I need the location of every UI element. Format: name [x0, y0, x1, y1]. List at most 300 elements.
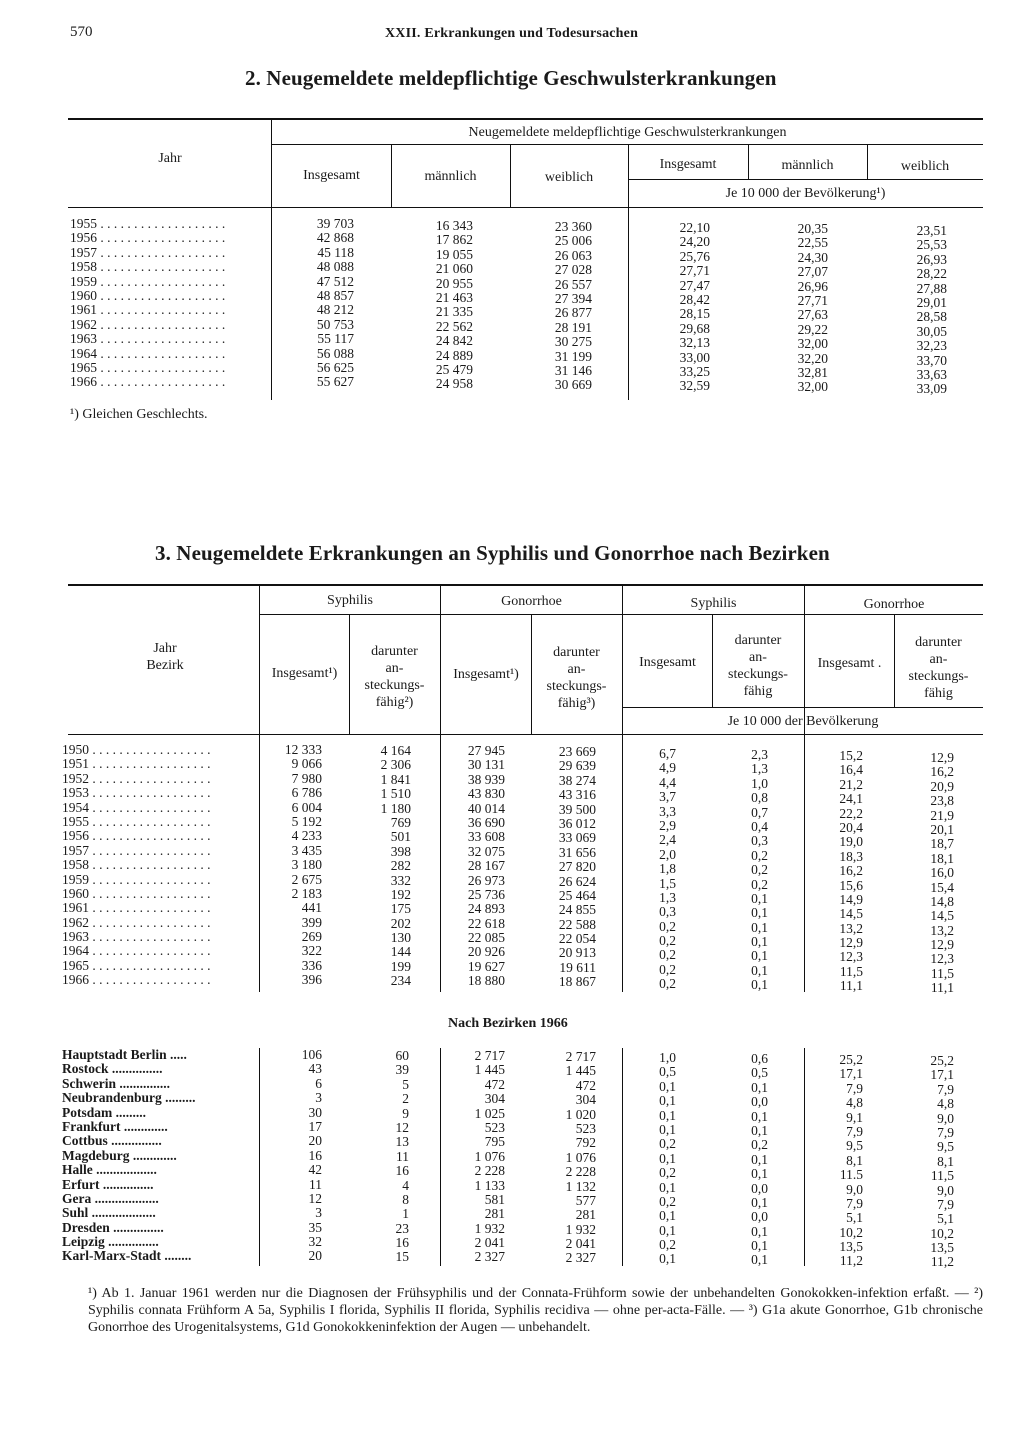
table-cell: 2 306 [380, 757, 411, 773]
table-cell: 28 167 [467, 858, 505, 874]
table-cell: 0,1 [751, 948, 768, 964]
table-cell: 14,5 [839, 906, 863, 922]
table-cell: 42 868 [316, 230, 354, 246]
table-cell: 4 233 [291, 828, 322, 844]
table-cell: 50 753 [316, 316, 354, 332]
table-cell: 0,0 [751, 1094, 768, 1110]
table-cell: 32,00 [797, 336, 828, 352]
table2-col-je-insgesamt: Insgesamt [659, 157, 717, 172]
table2-group-header: Neugemeldete meldepflichtige Geschwulsterkrankungen [468, 125, 787, 140]
table-cell: 0,1 [659, 1179, 676, 1195]
table3-bezirke [62, 1048, 196, 1264]
table-cell: 18 880 [467, 973, 505, 989]
bezirk-label: Erfurt ............... [62, 1176, 154, 1192]
table3-col-je-syph-anst: darunter an- steckungs- fähig [728, 633, 788, 699]
table-cell: 11,2 [930, 1254, 954, 1270]
table-cell: 2,3 [751, 747, 768, 762]
table3-years [62, 743, 211, 988]
table-cell: 199 [390, 958, 411, 974]
table-cell: 12 [308, 1190, 322, 1206]
table2-sub-header: Je 10 000 der Bevölkerung¹) [725, 186, 886, 201]
table-cell: 399 [301, 914, 322, 930]
table-cell: 20,35 [797, 221, 828, 236]
table3-col-gon-insgesamt: Insgesamt¹) [453, 667, 519, 682]
table-cell: 38 274 [558, 772, 596, 788]
table3-gon-anst [531, 745, 596, 990]
table-cell: 4,9 [659, 760, 676, 776]
table-cell: 1 025 [474, 1105, 505, 1121]
table-cell: 32,23 [916, 338, 947, 354]
table-cell: 3 435 [291, 842, 322, 858]
table3-sub-header: Je 10 000 der Bevölkerung [727, 714, 879, 729]
table3-bz-gon-ins [441, 1049, 505, 1265]
table-cell: 11,5 [839, 963, 863, 979]
table-cell: 1 076 [474, 1148, 505, 1164]
table-cell: 1,3 [659, 889, 676, 905]
table-cell: 4,8 [937, 1096, 954, 1112]
table-cell: 33,25 [679, 363, 710, 379]
table-cell: 15,4 [930, 879, 954, 895]
year-label: 1966 . . . . . . . . . . . . . . . . . . [62, 972, 211, 988]
table-cell: 47 512 [316, 273, 354, 289]
table-cell: 6,7 [659, 746, 676, 761]
table-cell: 16 [308, 1147, 322, 1163]
table-cell: 9 066 [291, 756, 322, 772]
table-cell: 5 [402, 1076, 409, 1092]
year-label: 1952 . . . . . . . . . . . . . . . . . . [62, 770, 211, 786]
table-cell: 7,9 [846, 1123, 863, 1139]
table-cell: 21 060 [435, 261, 473, 277]
table-cell: 27,07 [797, 264, 828, 280]
table-cell: 0,2 [659, 1136, 676, 1152]
table-cell: 19 611 [559, 959, 596, 975]
table-cell: 60 [395, 1048, 409, 1063]
year-label: 1964 . . . . . . . . . . . . . . . . . . . [70, 345, 226, 361]
table-cell: 39 500 [558, 801, 596, 817]
table-cell: 17,1 [839, 1066, 863, 1082]
table-cell: 441 [301, 900, 322, 916]
table-cell: 336 [301, 957, 322, 973]
table-cell: 20,1 [930, 821, 954, 837]
table-cell: 4 [402, 1177, 409, 1193]
table-cell: 2 717 [565, 1049, 596, 1064]
table2-col-maennlich: männlich [424, 169, 477, 184]
table-cell: 106 [301, 1047, 322, 1062]
table-cell: 11 [396, 1148, 409, 1164]
table2-title: 2. Neugemeldete meldepflichtige Geschwulsterkrankungen [245, 66, 777, 90]
table-cell: 501 [390, 829, 411, 845]
table-cell: 7,9 [937, 1124, 954, 1140]
table3-syphilis-header: Syphilis [327, 593, 373, 608]
year-label: 1956 . . . . . . . . . . . . . . . . . . [62, 828, 211, 844]
table-cell: 0,2 [659, 976, 676, 992]
year-label: 1963 . . . . . . . . . . . . . . . . . . [62, 929, 211, 945]
table-cell: 202 [390, 915, 411, 931]
bezirk-label: Magdeburg ............. [62, 1147, 177, 1163]
table-cell: 36 690 [467, 814, 505, 830]
bezirk-label: Dresden ............... [62, 1219, 164, 1235]
table-cell: 2 183 [291, 885, 322, 901]
table-cell: 0,1 [751, 890, 768, 906]
table-cell: 45 118 [317, 244, 354, 260]
table-cell: 0,1 [751, 919, 768, 935]
bezirk-label: Potsdam ......... [62, 1104, 146, 1120]
table-cell: 11,2 [839, 1253, 863, 1269]
table3-bz-gon-anst [531, 1050, 596, 1266]
table-cell: 1 132 [565, 1178, 596, 1194]
year-label: 1959 . . . . . . . . . . . . . . . . . . . [70, 273, 226, 289]
bezirk-label: Karl-Marx-Stadt ........ [62, 1248, 192, 1264]
table-cell: 0,0 [751, 1180, 768, 1196]
year-label: 1960 . . . . . . . . . . . . . . . . . . [62, 885, 211, 901]
table-cell: 0,2 [659, 947, 676, 963]
table-cell: 25 464 [558, 887, 596, 903]
table-cell: 27,71 [797, 292, 828, 308]
table-cell: 23 669 [558, 744, 596, 759]
table-cell: 2 327 [474, 1249, 505, 1265]
year-label: 1961 . . . . . . . . . . . . . . . . . . [62, 900, 211, 916]
table-cell: 21 463 [435, 289, 473, 305]
table-cell: 7,9 [937, 1196, 954, 1212]
table-cell: 32,81 [797, 364, 828, 380]
table-cell: 3 [315, 1205, 322, 1221]
table-cell: 9 [402, 1105, 409, 1121]
table-cell: 144 [390, 944, 411, 960]
table-cell: 32,20 [797, 350, 828, 366]
table-cell: 0,2 [659, 933, 676, 949]
table-cell: 0,2 [659, 1237, 676, 1253]
table-cell: 55 627 [316, 374, 354, 390]
table-cell: 29,68 [679, 320, 710, 336]
table-cell: 1 020 [565, 1106, 596, 1122]
table-cell: 1,0 [659, 1050, 676, 1065]
year-label: 1958 . . . . . . . . . . . . . . . . . . [62, 857, 211, 873]
table-cell: 3,7 [659, 789, 676, 805]
table-cell: 11.5 [839, 1167, 863, 1183]
table-cell: 22 562 [435, 318, 473, 334]
table-cell: 43 830 [467, 786, 505, 802]
table-cell: 6 786 [291, 785, 322, 801]
table-cell: 24 958 [435, 376, 473, 392]
table3-bz-je-gon-ins [805, 1053, 863, 1269]
table-cell: 21 335 [435, 304, 473, 320]
table-cell: 2 041 [474, 1235, 505, 1251]
table-cell: 14,5 [930, 908, 954, 924]
year-label: 1951 . . . . . . . . . . . . . . . . . . [62, 756, 211, 772]
table3-sub-rule [622, 707, 983, 708]
table-cell: 0,0 [751, 1209, 768, 1225]
table3-gonorrhoe-header: Gonorrhoe [501, 594, 562, 609]
table-cell: 7,9 [937, 1081, 954, 1097]
table-cell: 30 669 [554, 377, 592, 393]
year-label: 1962 . . . . . . . . . . . . . . . . . . [62, 914, 211, 930]
table-cell: 27 028 [554, 262, 592, 278]
table-cell: 15 [395, 1249, 409, 1265]
table-cell: 0,1 [659, 1121, 676, 1137]
table-cell: 12,9 [839, 935, 863, 951]
table-cell: 10,2 [930, 1225, 954, 1241]
bezirk-label: Gera ................... [62, 1190, 159, 1206]
table-cell: 0,1 [751, 1151, 768, 1167]
year-label: 1956 . . . . . . . . . . . . . . . . . . . [70, 230, 226, 246]
table-cell: 0,8 [751, 790, 768, 806]
table-cell: 472 [575, 1077, 596, 1093]
table-cell: 0,1 [751, 934, 768, 950]
table-cell: 19,0 [839, 834, 863, 850]
table-cell: 23 [395, 1220, 409, 1236]
table-cell: 26 063 [554, 247, 592, 263]
table-cell: 30,05 [916, 323, 947, 339]
table-cell: 40 014 [467, 800, 505, 816]
table3-title: 3. Neugemeldete Erkrankungen an Syphilis und Gonorrhoe nach Bezirken [155, 541, 830, 565]
table-cell: 1,5 [659, 875, 676, 891]
table-cell: 9,0 [937, 1182, 954, 1198]
table-cell: 32,59 [679, 378, 710, 394]
table-cell: 24,30 [797, 249, 828, 265]
table-cell: 175 [390, 901, 411, 917]
table-cell: 25,2 [839, 1052, 863, 1067]
table-cell: 0,5 [659, 1064, 676, 1080]
table-cell: 4,8 [846, 1095, 863, 1111]
table-cell: 33,00 [679, 349, 710, 365]
table-cell: 2,0 [659, 846, 676, 862]
table-cell: 21,9 [930, 807, 954, 823]
table-cell: 25 479 [435, 361, 473, 377]
table3-je-gon-anst [894, 751, 954, 996]
bezirk-label: Frankfurt ............. [62, 1118, 168, 1134]
table-cell: 12 333 [284, 742, 322, 757]
table-cell: 29,01 [916, 294, 947, 310]
table-cell: 33 069 [558, 830, 596, 846]
table-cell: 1 841 [380, 771, 411, 787]
table-cell: 2 675 [291, 871, 322, 887]
table-cell: 25,76 [679, 248, 710, 264]
table-cell: 0,1 [751, 1122, 768, 1138]
table3-col-je-gon-anst: darunter an- steckungs- fähig [908, 635, 969, 701]
table2-values-je-maennlich [748, 222, 828, 395]
table-cell: 28,42 [679, 291, 710, 307]
table-cell: 1 180 [380, 800, 411, 816]
table3-bz-syph-anst [349, 1049, 409, 1265]
table-cell: 12,3 [839, 949, 863, 965]
bezirk-label: Cottbus ............... [62, 1133, 162, 1149]
table3-je-syph-anst [712, 748, 768, 993]
table-cell: 26 973 [467, 872, 505, 888]
table2-sub-rule [628, 179, 983, 180]
table-cell: 0,5 [751, 1065, 768, 1081]
table-cell: 2,4 [659, 832, 676, 848]
table-cell: 5,1 [937, 1211, 954, 1227]
table-cell: 15,6 [839, 877, 863, 893]
table-cell: 16,4 [839, 762, 863, 778]
table3-syph-ins [260, 743, 322, 988]
table2-values-insgesamt [272, 217, 354, 390]
table-cell: 23 360 [554, 219, 592, 234]
table-cell: 2,9 [659, 817, 676, 833]
bezirk-label: Schwerin ............... [62, 1075, 170, 1091]
year-label: 1959 . . . . . . . . . . . . . . . . . . [62, 871, 211, 887]
table-cell: 20 [308, 1133, 322, 1149]
table-cell: 2 228 [474, 1163, 505, 1179]
table-cell: 16,0 [930, 865, 954, 881]
table-cell: 27,47 [679, 277, 710, 293]
table-cell: 18,3 [839, 848, 863, 864]
table-cell: 16,2 [839, 863, 863, 879]
table-cell: 234 [390, 973, 411, 989]
table-cell: 28 191 [554, 319, 592, 335]
year-label: 1965 . . . . . . . . . . . . . . . . . . [62, 957, 211, 973]
table-cell: 32 075 [467, 843, 505, 859]
table-cell: 22,2 [839, 805, 863, 821]
table2-col-je-weiblich: weiblich [900, 159, 950, 174]
year-label: 1960 . . . . . . . . . . . . . . . . . . . [70, 287, 226, 303]
table-cell: 2 717 [474, 1048, 505, 1063]
table-cell: 32,00 [797, 379, 828, 395]
table-cell: 13,5 [930, 1240, 954, 1256]
table-cell: 9,5 [937, 1139, 954, 1155]
table-cell: 1 133 [474, 1177, 505, 1193]
table-cell: 9,0 [937, 1110, 954, 1126]
table-cell: 0,4 [751, 818, 768, 834]
table-cell: 4 164 [380, 743, 411, 758]
table-cell: 398 [390, 843, 411, 859]
table-cell: 31 199 [554, 348, 592, 364]
table-cell: 8,1 [846, 1152, 863, 1168]
table-cell: 769 [390, 814, 411, 830]
table2-col-insgesamt: Insgesamt [303, 168, 360, 183]
table-cell: 30 131 [467, 757, 505, 773]
table2-values-je-insgesamt [628, 221, 710, 394]
table-cell: 25 736 [467, 886, 505, 902]
table2-values-je-weiblich [867, 224, 947, 397]
table-cell: 56 088 [316, 345, 354, 361]
table-cell: 322 [301, 943, 322, 959]
table-cell: 9,0 [846, 1181, 863, 1197]
table-cell: 281 [484, 1206, 505, 1222]
table-cell: 28,22 [916, 266, 947, 282]
table3-col-gon-anst: darunter an- steckungs- fähig³) [546, 645, 607, 711]
year-label: 1961 . . . . . . . . . . . . . . . . . . . [70, 302, 226, 318]
table-cell: 0,1 [751, 1238, 768, 1254]
table-cell: 6 [315, 1075, 322, 1091]
table-cell: 20 913 [558, 945, 596, 961]
table-cell: 0,2 [659, 918, 676, 934]
table3-bz-je-syph-ins [623, 1051, 676, 1267]
table-cell: 0,1 [751, 977, 768, 993]
table2-stub-header: Jahr [158, 151, 182, 166]
table-cell: 14,8 [930, 893, 954, 909]
year-label: 1962 . . . . . . . . . . . . . . . . . . . [70, 316, 226, 332]
table-cell: 0,1 [659, 1078, 676, 1094]
table-cell: 28,58 [916, 309, 947, 325]
table-cell: 26 557 [554, 276, 592, 292]
bezirk-label: Rostock ............... [62, 1061, 163, 1077]
table-cell: 22,10 [679, 220, 710, 235]
table-cell: 38 939 [467, 771, 505, 787]
table-cell: 43 [308, 1061, 322, 1077]
bezirk-label: Halle .................. [62, 1162, 157, 1178]
table-cell: 43 316 [558, 787, 596, 803]
table-cell: 27,63 [797, 307, 828, 323]
table-cell: 0,1 [751, 1108, 768, 1124]
table-cell: 32,13 [679, 335, 710, 351]
table-cell: 27,88 [916, 280, 947, 296]
table-cell: 13 [395, 1134, 409, 1150]
table-cell: 1,3 [751, 761, 768, 777]
table-cell: 0,1 [751, 1079, 768, 1095]
table-cell: 31 656 [558, 844, 596, 860]
table-cell: 39 [395, 1062, 409, 1078]
table-cell: 0,2 [659, 1193, 676, 1209]
table-cell: 14,9 [839, 891, 863, 907]
table-cell: 0,2 [751, 1137, 768, 1153]
table3-col-syph-insgesamt: Insgesamt¹) [271, 666, 338, 681]
table-cell: 2 041 [565, 1236, 596, 1252]
bezirk-label: Suhl ................... [62, 1205, 156, 1221]
table-cell: 0,3 [659, 904, 676, 920]
table-cell: 2 228 [565, 1164, 596, 1180]
table-cell: 12,9 [930, 750, 954, 765]
table3-je-syphilis-header: Syphilis [690, 596, 737, 611]
table-cell: 0,1 [751, 1223, 768, 1239]
table2-header-rule [68, 207, 983, 208]
table-cell: 26,96 [797, 278, 828, 294]
table-cell: 28,15 [679, 306, 710, 322]
table-cell: 33,70 [916, 352, 947, 368]
table-cell: 48 212 [316, 302, 354, 318]
table2-values-maennlich [391, 219, 473, 392]
table3-col-je-syph-insgesamt: Insgesamt [639, 655, 696, 670]
table-cell: 0,1 [659, 1093, 676, 1109]
table-cell: 48 857 [316, 287, 354, 303]
table-cell: 0,1 [751, 905, 768, 921]
table-cell: 0,1 [751, 1166, 768, 1182]
table-cell: 0,6 [751, 1051, 768, 1066]
table-cell: 5 192 [291, 813, 322, 829]
table-cell: 27 820 [558, 859, 596, 875]
table-cell: 22 054 [558, 931, 596, 947]
table-cell: 25 006 [554, 233, 592, 249]
table-cell: 304 [484, 1091, 505, 1107]
table-cell: 11,5 [930, 965, 954, 981]
table3-je-gon-ins [805, 749, 863, 994]
running-head: XXII. Erkrankungen und Todesursachen [385, 26, 639, 41]
table-cell: 1 932 [474, 1220, 505, 1236]
table-cell: 26 877 [554, 305, 592, 321]
table-cell: 3,3 [659, 803, 676, 819]
table3-header-rule [68, 734, 983, 735]
table-cell: 35 [308, 1219, 322, 1235]
table-cell: 8 [402, 1191, 409, 1207]
bezirk-label: Neubrandenburg ......... [62, 1090, 196, 1106]
table-cell: 17 [308, 1118, 322, 1134]
table-cell: 30 275 [554, 334, 592, 350]
table-cell: 7 980 [291, 770, 322, 786]
table-cell: 39 703 [316, 216, 354, 231]
table-cell: 8,1 [937, 1153, 954, 1169]
table-cell: 29 639 [558, 758, 596, 774]
table-cell: 1 445 [474, 1062, 505, 1078]
table-cell: 130 [390, 930, 411, 946]
table-cell: 31 146 [554, 362, 592, 378]
table-cell: 3 [315, 1090, 322, 1106]
table-cell: 29,22 [797, 321, 828, 337]
table-cell: 7,9 [846, 1195, 863, 1211]
table-cell: 33 608 [467, 829, 505, 845]
table-cell: 17 862 [435, 232, 473, 248]
table-cell: 0,2 [751, 847, 768, 863]
table-cell: 281 [575, 1207, 596, 1223]
